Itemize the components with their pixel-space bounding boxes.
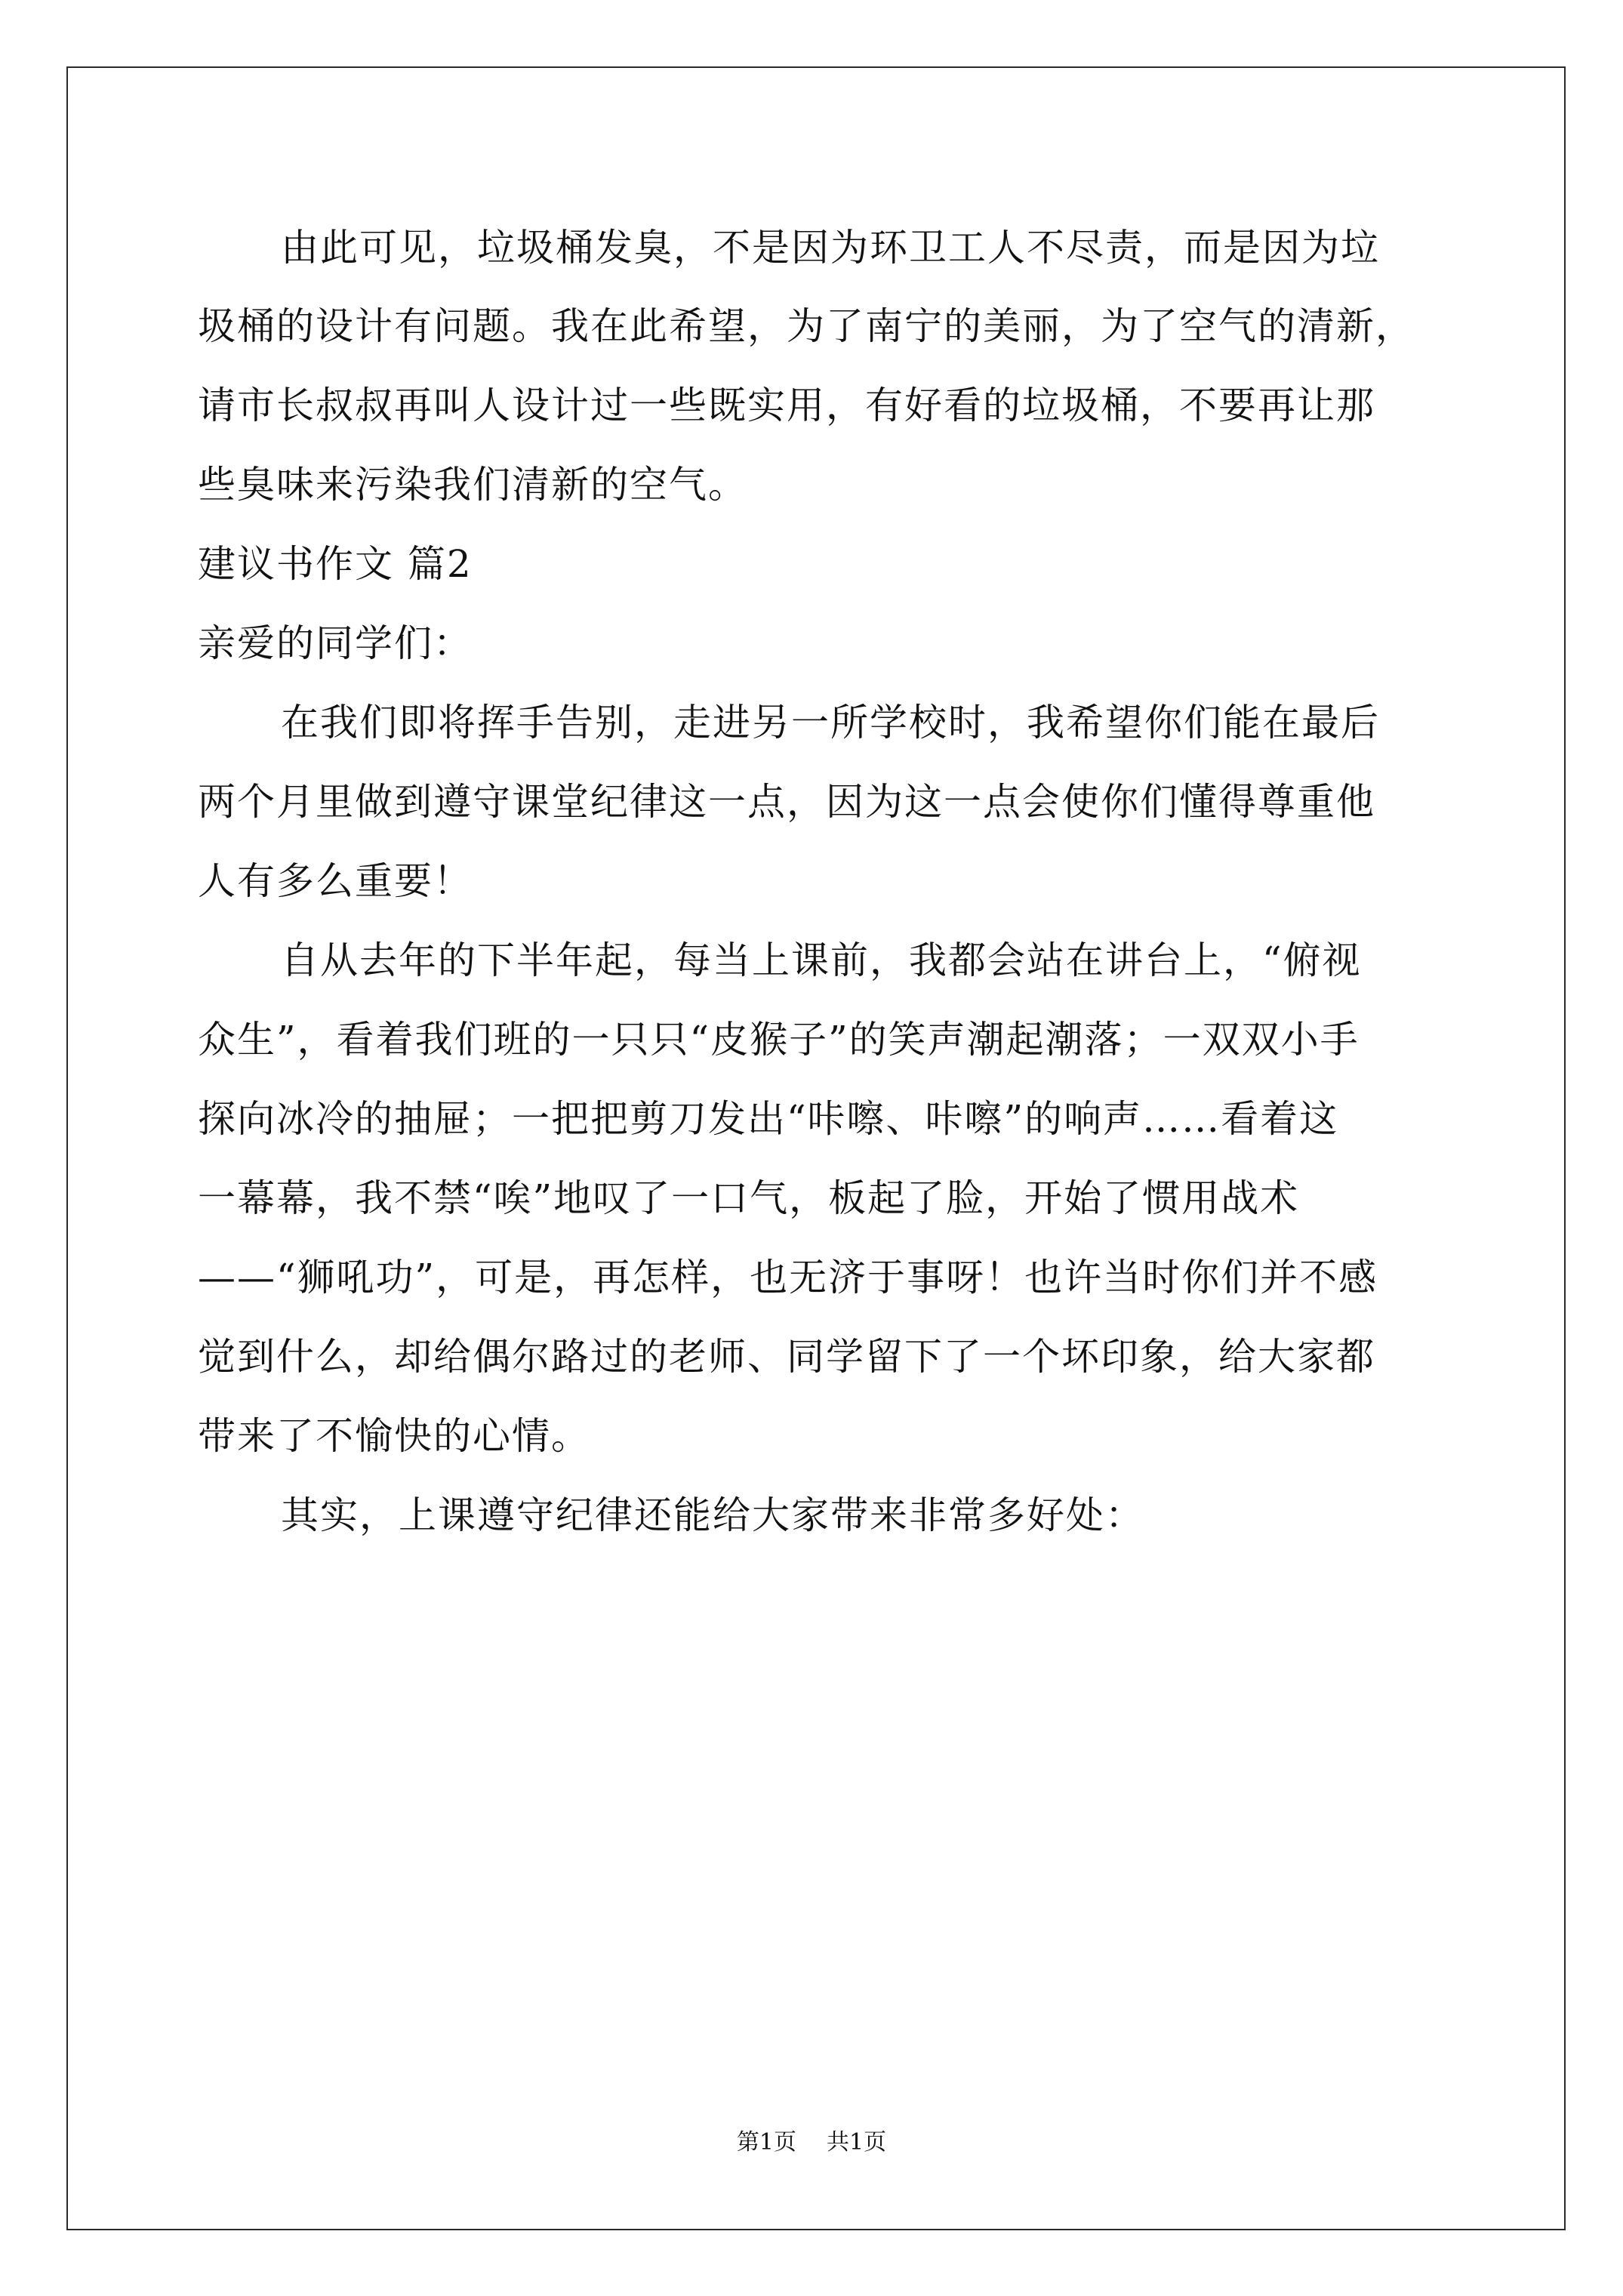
paragraph-line: 自从去年的下半年起，每当上课前，我都会站在讲台上，“俯视 — [281, 938, 1362, 982]
salutation: 亲爱的同学们： — [198, 621, 473, 665]
paragraph-line: 人有多么重要！ — [198, 859, 473, 903]
section-title: 建议书作文 篇2 — [198, 542, 473, 586]
paragraph-line: 请市长叔叔再叫人设计过一些既实用，有好看的垃圾桶，不要再让那 — [198, 384, 1375, 427]
paragraph-line: 圾桶的设计有问题。我在此希望，为了南宁的美丽，为了空气的清新， — [198, 304, 1415, 348]
paragraph-line: 一幕幕，我不禁“唉”地叹了一口气，板起了脸，开始了惯用战术 — [198, 1176, 1300, 1220]
paragraph-line: 觉到什么，却给偶尔路过的老师、同学留下了一个坏印象，给大家都 — [198, 1335, 1375, 1379]
page-footer — [0, 2128, 1623, 2158]
paragraph-line: 两个月里做到遵守课堂纪律这一点，因为这一点会使你们懂得尊重他 — [198, 780, 1375, 824]
page-number-total: 共1页 — [827, 2129, 887, 2156]
paragraph-line: 其实，上课遵守纪律还能给大家带来非常多好处： — [281, 1493, 1144, 1537]
paragraph-line: 探向冰冷的抽屉；一把把剪刀发出“咔嚓、咔嚓”的响声……看着这 — [198, 1097, 1339, 1141]
page-number-current: 第1页 — [736, 2129, 796, 2156]
paragraph-line: ——“狮吼功”，可是，再怎样，也无济于事呀！也许当时你们并不感 — [198, 1256, 1378, 1299]
paragraph-line: 些臭味来污染我们清新的空气。 — [198, 463, 747, 507]
paragraph-line: 由此可见，垃圾桶发臭，不是因为环卫工人不尽责，而是因为垃 — [281, 226, 1380, 270]
paragraph-line: 在我们即将挥手告别，走进另一所学校时，我希望你们能在最后 — [281, 701, 1380, 744]
paragraph-line: 众生”，看着我们班的一只只“皮猴子”的笑声潮起潮落；一双双小手 — [198, 1018, 1360, 1062]
paragraph-line: 带来了不愉快的心情。 — [198, 1414, 590, 1458]
